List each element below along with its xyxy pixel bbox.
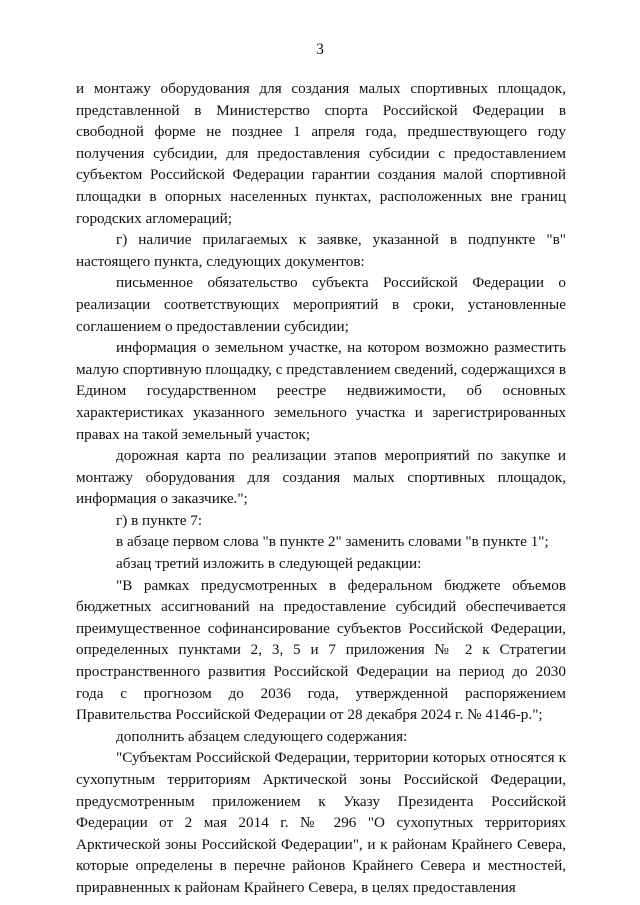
paragraph: информация о земельном участке, на котором возможно разместить малую спортивную площадку, с представлением сведений, содержащихся в Едином государственном реестре недвижимости, об основных характеристиках указанного земельного участка и зарегистрированных правах на такой земельный участок; [76, 339, 566, 443]
paragraph: в абзаце первом слова "в пункте 2" заменить словами "в пункте 1"; [116, 533, 549, 551]
paragraph: г) наличие прилагаемых к заявке, указанной в подпункте "в" настоящего пункта, следующих документов: [76, 231, 566, 270]
page-number: 3 [316, 41, 324, 58]
paragraph: "В рамках предусмотренных в федеральном бюджете объемов бюджетных ассигнований на предоставление субсидий обеспечивается преимущественное софинансирование субъектов Российской Федерации, определенных пунктами 2, 3, 5 и 7 приложения № 2 к Стратегии пространственного развития Российской Федерации на период до 2030 года с прогнозом до 2036 года, утвержденной распоряжением Правительства Российской Федерации от 28 декабря 2024 г. № 4146-р."; [76, 576, 566, 724]
paragraph: "Субъектам Российской Федерации, территории которых относятся к сухопутным территориям Арктической зоны Российской Федерации, предусмотренным приложением к Указу Президента Российской Федерации от 2 мая 2014 г. № 296 "О сухопутных территориях Арктической зоны Российской Федерации", и к районам Крайнего Севера, которые определены в перечне районов Крайнего Севера и местностей, приравненных к районам Крайнего Севера, в целях предоставления [76, 749, 566, 896]
paragraph: письменное обязательство субъекта Российской Федерации о реализации соответствующих мероприятий в сроки, установленные соглашением о предоставлении субсидии; [76, 274, 566, 335]
paragraph: и монтажу оборудования для создания малых спортивных площадок, представленной в Министерство спорта Российской Федерации в свободной форме не позднее 1 апреля года, предшествующего году получения субсидии, для предоставления субсидии с предоставлением субъектом Российской Федерации гарантии создания малой спортивной площадки в опорных населенных пунктах, расположенных вне границ городских агломераций; [76, 80, 566, 227]
paragraph: абзац третий изложить в следующей редакции: [116, 555, 422, 573]
document-body [76, 78, 566, 899]
paragraph: дополнить абзацем следующего содержания: [116, 727, 408, 745]
paragraph: г) в пункте 7: [116, 511, 203, 529]
paragraph: дорожная карта по реализации этапов мероприятий по закупке и монтажу оборудования для создания малых спортивных площадок, информация о заказчике."; [76, 447, 566, 508]
